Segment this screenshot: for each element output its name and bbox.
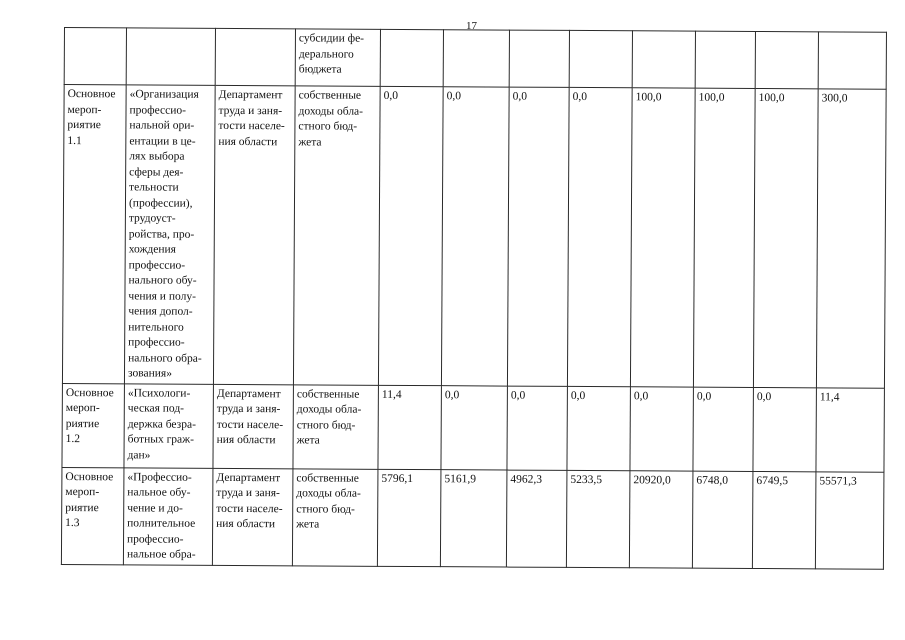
value-cell: 0,0	[441, 87, 509, 386]
source-cell	[295, 29, 380, 86]
name-text: «Психологи- ческая под- держка безра- ботных граж- дан»	[127, 386, 196, 462]
status-text: Основное мероп- риятие 1.3	[65, 470, 114, 530]
value-cell	[632, 31, 695, 88]
source-text: субсидии фе- дерального бюджета	[298, 32, 365, 76]
value-cell: 0,0	[441, 385, 507, 469]
executor-cell	[213, 85, 295, 384]
name-text: «Профессио- нальное обу- чение и до- полнительное профессио- нальное обра-	[126, 470, 196, 561]
source-text: собственные доходы обла- стного бюд- жета	[296, 387, 362, 447]
value-cell: 0,0	[753, 387, 816, 471]
value-cell	[509, 30, 569, 87]
status-cell	[61, 467, 124, 564]
value-cell: 300,0	[816, 89, 886, 388]
program-table	[61, 27, 887, 569]
executor-text: Департамент труда и заня- тости населе- ния области	[216, 471, 283, 531]
value-cell: 20920,0	[629, 470, 693, 567]
program-table-wrapper	[61, 27, 887, 569]
executor-cell	[212, 468, 293, 565]
name-cell	[124, 383, 213, 468]
value-cell: 100,0	[630, 88, 695, 387]
status-cell	[64, 28, 126, 85]
value-cell: 6748,0	[692, 471, 753, 568]
value-cell: 5233,5	[566, 470, 630, 567]
value-cell	[755, 31, 818, 88]
value-cell: 0,0	[693, 387, 753, 471]
table-row-continuation	[64, 28, 886, 90]
value-cell	[818, 32, 886, 89]
value-cell: 0,0	[378, 86, 443, 385]
value-cell: 11,4	[816, 387, 884, 471]
source-cell	[293, 86, 380, 385]
table-row	[61, 467, 884, 569]
name-cell	[123, 467, 213, 565]
status-cell	[62, 383, 124, 467]
source-cell	[292, 468, 378, 565]
value-cell: 0,0	[507, 386, 567, 470]
value-cell: 100,0	[693, 88, 755, 387]
status-cell	[62, 85, 126, 384]
value-cell: 100,0	[753, 88, 818, 387]
name-text: «Организация профессио- нальной ори- ентации в це- лях выбора сферы дея- тельности (профессии), трудоуст- ройства, про- хождения профессио- нального обу- чения и полу- чения допол- нительного профессио- нального обра- зования»	[127, 88, 202, 380]
value-cell: 5161,9	[440, 469, 507, 566]
executor-text: Департамент труда и заня- тости населе- ния области	[216, 387, 284, 447]
source-text: собственные доходы обла- стного бюд- жета	[298, 89, 364, 148]
value-cell	[569, 30, 632, 87]
value-cell: 0,0	[567, 87, 632, 386]
source-cell	[293, 384, 378, 468]
executor-text: Департамент труда и заня- тости населе- ния области	[218, 88, 285, 148]
value-cell: 0,0	[630, 386, 693, 470]
value-cell	[380, 29, 443, 86]
name-cell	[124, 85, 215, 384]
value-cell	[443, 30, 509, 87]
page-number: 17	[466, 20, 477, 32]
table-row	[62, 85, 886, 388]
value-cell: 0,0	[507, 87, 569, 386]
status-text: Основное мероп- риятие 1.1	[67, 88, 116, 147]
source-text: собственные доходы обла- стного бюд- жета	[296, 471, 361, 531]
executor-cell	[215, 28, 295, 85]
value-cell: 11,4	[378, 385, 441, 469]
executor-cell	[213, 384, 293, 468]
status-text: Основное мероп- риятие 1.2	[65, 386, 114, 446]
value-cell: 6749,5	[752, 471, 816, 568]
name-cell	[126, 28, 215, 86]
value-cell	[695, 31, 755, 88]
value-cell: 0,0	[567, 386, 630, 470]
value-cell: 5796,1	[377, 469, 441, 566]
value-cell: 4962,3	[506, 470, 567, 567]
table-row	[62, 383, 884, 472]
value-cell: 55571,3	[815, 471, 884, 568]
